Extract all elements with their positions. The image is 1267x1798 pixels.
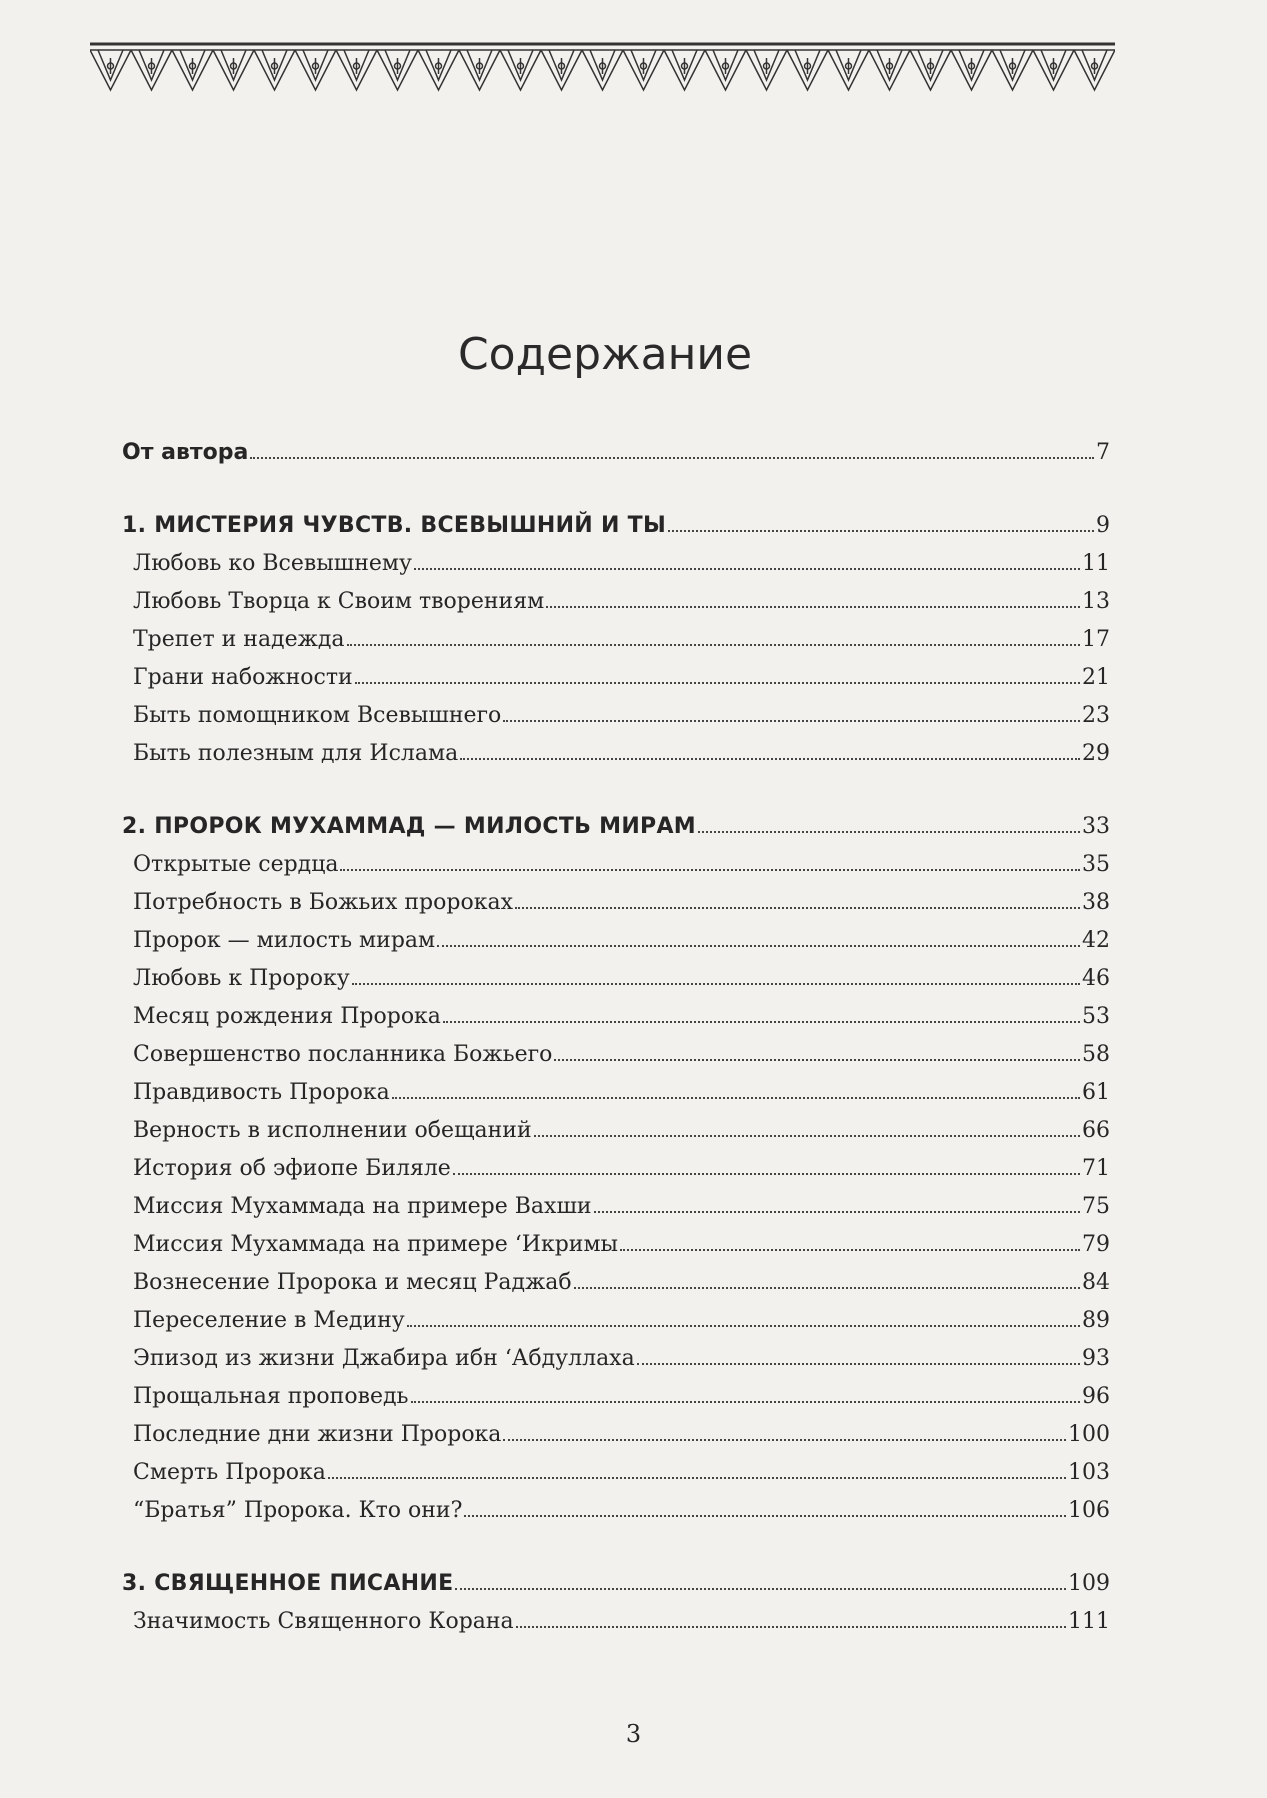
toc-entry-label: Переселение в Медину	[133, 1308, 405, 1333]
leader-dots	[594, 1211, 1080, 1213]
leader-dots	[554, 1059, 1080, 1061]
toc-entry[interactable]	[133, 1409, 1110, 1447]
toc-entry-label: Верность в исполнении обещаний	[133, 1118, 532, 1143]
toc-entry[interactable]	[133, 690, 1110, 728]
toc-entry-page: 53	[1082, 1004, 1110, 1029]
leader-dots	[515, 907, 1080, 909]
toc-entry-label: Вознесение Пророка и месяц Раджаб	[133, 1270, 572, 1295]
leader-dots	[574, 1287, 1080, 1289]
leader-dots	[347, 644, 1080, 646]
toc-entry[interactable]	[133, 1596, 1110, 1634]
leader-dots	[340, 869, 1080, 871]
toc-section-label: 2. ПРОРОК МУХАММАД — МИЛОСТЬ МИРАМ	[122, 814, 697, 839]
toc-entry-label: Значимость Священного Корана	[133, 1609, 514, 1634]
toc-entry-label: Быть помощником Всевышнего	[133, 703, 502, 728]
leader-dots	[328, 1477, 1066, 1479]
toc-entry-author-preface[interactable]	[122, 427, 1110, 465]
leader-dots	[503, 720, 1080, 722]
toc-entry-label: Миссия Мухаммада на примере Вахши	[133, 1194, 592, 1219]
leader-dots	[414, 568, 1080, 570]
toc-entry-label: Правдивость Пророка	[133, 1080, 390, 1105]
toc-entry[interactable]	[133, 1181, 1110, 1219]
leader-dots	[460, 758, 1080, 760]
toc-entry-label: Любовь к Пророку	[133, 966, 350, 991]
leader-dots	[668, 530, 1094, 532]
toc-entry-page: 93	[1082, 1346, 1110, 1371]
toc-entry-page: 100	[1068, 1422, 1110, 1447]
toc-entry[interactable]	[133, 576, 1110, 614]
toc-entry-page: 89	[1082, 1308, 1110, 1333]
toc-entry[interactable]	[133, 1029, 1110, 1067]
leader-dots	[407, 1325, 1080, 1327]
toc-entry-page: 109	[1068, 1571, 1110, 1596]
toc-section-1[interactable]	[122, 500, 1110, 538]
toc-section-2[interactable]	[122, 801, 1110, 839]
toc-entry-page: 29	[1082, 741, 1110, 766]
toc-entry-page: 58	[1082, 1042, 1110, 1067]
toc-entry-label: Миссия Мухаммада на примере ‘Икримы	[133, 1232, 619, 1257]
toc-entry-page: 21	[1082, 665, 1110, 690]
leader-dots	[250, 457, 1094, 459]
toc-entry[interactable]	[133, 1295, 1110, 1333]
toc-entry-page: 106	[1068, 1498, 1110, 1523]
toc-entry[interactable]	[133, 953, 1110, 991]
toc-entry-label: История об эфиопе Биляле	[133, 1156, 451, 1181]
toc-entry[interactable]	[133, 915, 1110, 953]
toc-entry[interactable]	[133, 538, 1110, 576]
leader-dots	[534, 1135, 1080, 1137]
toc-entry[interactable]	[133, 728, 1110, 766]
toc-entry[interactable]	[133, 877, 1110, 915]
toc-entry-page: 42	[1082, 928, 1110, 953]
toc-entry-page: 11	[1082, 551, 1110, 576]
leader-dots	[411, 1401, 1080, 1403]
leader-dots	[355, 682, 1080, 684]
leader-dots	[352, 983, 1080, 985]
leader-dots	[443, 1021, 1080, 1023]
leader-dots	[464, 1515, 1066, 1517]
toc-entry-page: 46	[1082, 966, 1110, 991]
toc-entry-page: 9	[1096, 513, 1110, 538]
toc-entry-label: Потребность в Божьих пророках	[133, 890, 513, 915]
toc-entry-label: Пророк — милость мирам	[133, 928, 436, 953]
toc-entry-label: Прощальная проповедь	[133, 1384, 409, 1409]
toc-entry-label: Грани набожности	[133, 665, 353, 690]
toc-entry[interactable]	[133, 1067, 1110, 1105]
leader-dots	[392, 1097, 1080, 1099]
toc-entry-label: Совершенство посланника Божьего	[133, 1042, 553, 1067]
toc-entry[interactable]	[133, 1485, 1110, 1523]
leader-dots	[698, 831, 1080, 833]
toc-entry[interactable]	[133, 839, 1110, 877]
toc-entry-page: 23	[1082, 703, 1110, 728]
toc-entry-page: 66	[1082, 1118, 1110, 1143]
toc-entry[interactable]	[133, 1105, 1110, 1143]
leader-dots	[546, 606, 1080, 608]
toc-entry-page: 71	[1082, 1156, 1110, 1181]
toc-entry-page: 96	[1082, 1384, 1110, 1409]
toc-entry-label: Быть полезным для Ислама	[133, 741, 459, 766]
leader-dots	[503, 1439, 1066, 1441]
toc-entry-page: 79	[1082, 1232, 1110, 1257]
toc-entry-page: 84	[1082, 1270, 1110, 1295]
toc-entry-label: Трепет и надежда	[133, 627, 345, 652]
toc-entry-label: Любовь Творца к Своим творениям	[133, 589, 545, 614]
toc-section-label: 3. СВЯЩЕННОЕ ПИСАНИЕ	[122, 1571, 454, 1596]
toc-entry[interactable]	[133, 614, 1110, 652]
toc-entry[interactable]	[133, 1257, 1110, 1295]
toc-entry[interactable]	[133, 1447, 1110, 1485]
leader-dots	[620, 1249, 1080, 1251]
toc-section-label: 1. МИСТЕРИЯ ЧУВСТВ. ВСЕВЫШНИЙ И ТЫ	[122, 513, 667, 538]
leader-dots	[453, 1173, 1080, 1175]
toc-entry[interactable]	[133, 1333, 1110, 1371]
toc-entry-label: “Братья” Пророка. Кто они?	[133, 1498, 463, 1523]
toc-entry-label: Открытые сердца	[133, 852, 339, 877]
toc-entry-label: Любовь ко Всевышнему	[133, 551, 412, 576]
toc-entry-label: Последние дни жизни Пророка	[133, 1422, 502, 1447]
toc-entry[interactable]	[133, 1143, 1110, 1181]
toc-entry-page: 103	[1068, 1460, 1110, 1485]
toc-entry-page: 13	[1082, 589, 1110, 614]
toc-entry-page: 61	[1082, 1080, 1110, 1105]
toc-entry[interactable]	[133, 652, 1110, 690]
toc-entry[interactable]	[133, 991, 1110, 1029]
leader-dots	[516, 1626, 1066, 1628]
toc-entry-label: Месяц рождения Пророка	[133, 1004, 441, 1029]
page-title: Содержание	[457, 329, 753, 381]
toc-section-3[interactable]	[122, 1558, 1110, 1596]
toc-entry[interactable]	[133, 1371, 1110, 1409]
toc-entry-page: 33	[1082, 814, 1110, 839]
toc-entry-page: 7	[1096, 440, 1110, 465]
toc-entry-page: 75	[1082, 1194, 1110, 1219]
leader-dots	[637, 1363, 1080, 1365]
toc-entry-page: 17	[1082, 627, 1110, 652]
toc-entry-page: 111	[1068, 1609, 1110, 1634]
toc-entry-page: 35	[1082, 852, 1110, 877]
page-number: 3	[625, 1720, 642, 1748]
leader-dots	[455, 1588, 1066, 1590]
toc-entry-page: 38	[1082, 890, 1110, 915]
leader-dots	[437, 945, 1080, 947]
toc-entry[interactable]	[133, 1219, 1110, 1257]
toc-entry-label: Эпизод из жизни Джабира ибн ‘Абдуллаха	[133, 1346, 635, 1371]
toc-entry-label: Смерть Пророка	[133, 1460, 326, 1485]
toc-entry-label: От автора	[122, 440, 249, 465]
